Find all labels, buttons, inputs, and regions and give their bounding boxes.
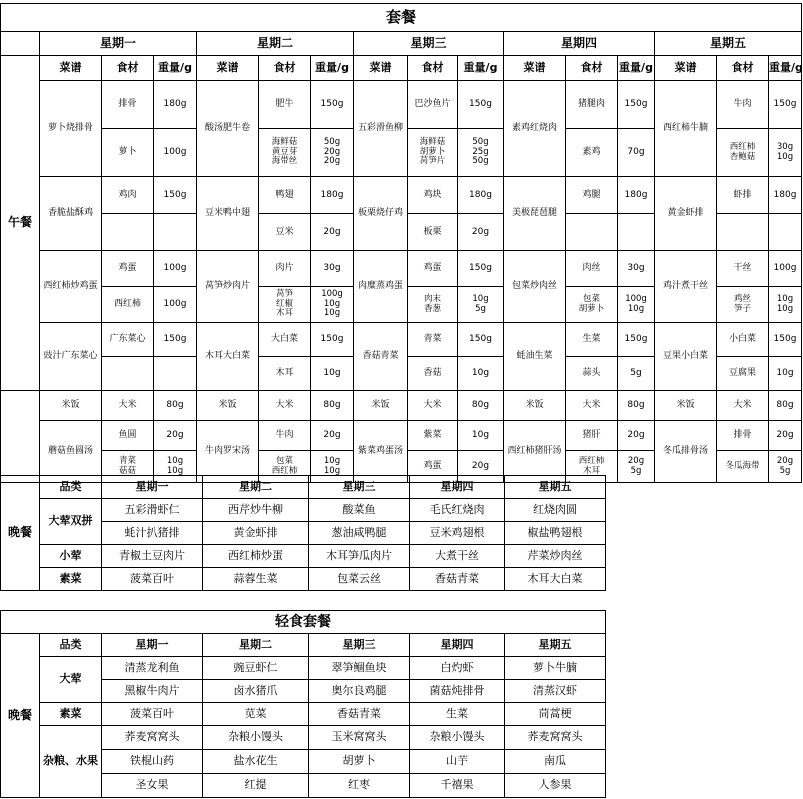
ingredient-cell: 香菇: [408, 357, 458, 391]
soup-ingredient: 紫菜: [408, 421, 458, 451]
dinner-dish: 木耳大白菜: [505, 568, 606, 591]
weight-cell: [154, 357, 197, 391]
dinner-dish: 红烧肉圆: [505, 499, 606, 522]
weight-cell: 30g: [311, 251, 354, 287]
light-dish: 清蒸汉虾: [505, 680, 606, 703]
dish-cell: 豆果小白菜: [655, 323, 717, 391]
ingredient-cell: [717, 214, 769, 251]
ingredient-cell: 豆腐果: [717, 357, 769, 391]
ingredient-cell: 鸡丝 笋子: [717, 287, 769, 323]
light-dish: 红枣: [309, 774, 410, 798]
dish-cell: 肉糜蒸鸡蛋: [354, 251, 408, 323]
light-dish: 菌菇炖排骨: [410, 680, 505, 703]
weight-cell: 10g 10g: [769, 287, 802, 323]
dinner-dish: 蚝汁扒猪排: [102, 522, 203, 545]
rice-weight: 80g: [154, 391, 197, 421]
weight-header: 重量/g: [311, 56, 354, 81]
dinner-dish: 包菜云丝: [309, 568, 410, 591]
category-cell: 杂粮、水果: [40, 726, 102, 798]
dinner-dish: 青椒土豆肉片: [102, 545, 203, 568]
dish-cell: 西红柿牛腩: [655, 81, 717, 177]
dish-cell: 蚝油生菜: [504, 323, 566, 391]
dinner-dish: 菠菜百叶: [102, 568, 203, 591]
soup-label: [1, 391, 40, 483]
soup-weight: 20g 5g: [618, 451, 655, 483]
weight-cell: 180g: [769, 177, 802, 214]
day-header-4: 星期四: [504, 32, 655, 56]
ingredient-cell: 牛肉: [717, 81, 769, 129]
light-dish: 生菜: [410, 703, 505, 726]
ingredient-cell: 西红柿 杏鲍菇: [717, 129, 769, 177]
dish-cell: 包菜炒肉丝: [504, 251, 566, 323]
set-meal-table: [0, 3, 802, 483]
dish-cell: 五彩滑鱼柳: [354, 81, 408, 177]
weight-header: 重量/g: [154, 56, 197, 81]
rice-weight: 80g: [769, 391, 802, 421]
dish-header: 菜谱: [655, 56, 717, 81]
soup-ingredient: 鸡蛋: [408, 451, 458, 483]
ingredient-header: 食材: [408, 56, 458, 81]
soup-dish: 紫菜鸡蛋汤: [354, 421, 408, 483]
ingredient-cell: 肉片: [259, 251, 311, 287]
soup-weight: 20g 5g: [769, 451, 802, 483]
day-header-1: 星期一: [102, 634, 203, 657]
soup-ingredient: 牛肉: [259, 421, 311, 451]
corner-cell: [1, 32, 40, 56]
dinner-dish: 椒盐鸭翅根: [505, 522, 606, 545]
rice-dish: 米饭: [504, 391, 566, 421]
soup-weight: 10g: [458, 421, 504, 451]
weight-header: 重量/g: [769, 56, 802, 81]
light-dish: 菠菜百叶: [102, 703, 203, 726]
dinner-dish: 酸菜鱼: [309, 499, 410, 522]
dish-cell: 豆米鸭中翅: [197, 177, 259, 251]
dinner-dish: 木耳笋瓜肉片: [309, 545, 410, 568]
day-header-1: 星期一: [40, 32, 197, 56]
light-dish: 杂粮小馒头: [203, 726, 309, 750]
dinner-table: [0, 475, 606, 591]
weight-cell: 30g 10g: [769, 129, 802, 177]
ingredient-cell: 豆米: [259, 214, 311, 251]
soup-weight: 10g 10g: [311, 451, 354, 483]
ingredient-cell: 广东菜心: [102, 323, 154, 357]
weight-cell: 50g 20g 20g: [311, 129, 354, 177]
dish-cell: 酸汤肥牛卷: [197, 81, 259, 177]
dish-cell: 木耳大白菜: [197, 323, 259, 391]
soup-weight: 20g: [154, 421, 197, 451]
ingredient-cell: 西红柿: [102, 287, 154, 323]
light-dish: 圣女果: [102, 774, 203, 798]
lunch-label: 午餐: [1, 56, 40, 391]
category-cell: 素菜: [40, 703, 102, 726]
rice-ingredient: 大米: [102, 391, 154, 421]
day-header-3: 星期三: [309, 634, 410, 657]
ingredient-cell: 生菜: [566, 323, 618, 357]
category-cell: 大荤: [40, 657, 102, 703]
weight-cell: 10g: [458, 357, 504, 391]
day-header-3: 星期三: [309, 476, 410, 499]
dinner-dish: 蒜蓉生菜: [203, 568, 309, 591]
light-dinner-label: 晚餐: [1, 634, 40, 798]
day-header-4: 星期四: [410, 476, 505, 499]
ingredient-cell: 青菜: [408, 323, 458, 357]
weight-cell: 100g: [769, 251, 802, 287]
ingredient-cell: 巴沙鱼片: [408, 81, 458, 129]
ingredient-cell: 猪腿肉: [566, 81, 618, 129]
weight-cell: 180g: [311, 177, 354, 214]
ingredient-cell: 大白菜: [259, 323, 311, 357]
light-dish: 苋菜: [203, 703, 309, 726]
soup-ingredient: 猪肝: [566, 421, 618, 451]
weight-cell: 150g: [154, 177, 197, 214]
ingredient-cell: [102, 214, 154, 251]
weight-cell: 150g: [769, 323, 802, 357]
ingredient-cell: 萝卜: [102, 129, 154, 177]
light-dish: 荞麦窝窝头: [102, 726, 203, 750]
weight-cell: 100g 10g: [618, 287, 655, 323]
weight-cell: 150g: [458, 251, 504, 287]
soup-weight: 20g: [769, 421, 802, 451]
ingredient-cell: 木耳: [259, 357, 311, 391]
dinner-label: 晚餐: [1, 476, 40, 591]
category-cell: 素菜: [40, 568, 102, 591]
light-dish: 玉米窝窝头: [309, 726, 410, 750]
ingredient-cell: 鸡蛋: [102, 251, 154, 287]
weight-cell: 20g: [311, 214, 354, 251]
ingredient-header: 食材: [102, 56, 154, 81]
light-dish: 荞麦窝窝头: [505, 726, 606, 750]
weight-header: 重量/g: [618, 56, 655, 81]
weight-cell: 100g: [154, 251, 197, 287]
weight-cell: 10g 5g: [458, 287, 504, 323]
dish-header: 菜谱: [354, 56, 408, 81]
category-header: 品类: [40, 476, 102, 499]
weight-cell: 100g: [154, 287, 197, 323]
light-dish: 奥尔良鸡腿: [309, 680, 410, 703]
weight-cell: 20g: [458, 214, 504, 251]
dish-header: 菜谱: [197, 56, 259, 81]
weight-cell: 150g: [458, 323, 504, 357]
dinner-dish: 香菇青菜: [410, 568, 505, 591]
light-dish: 铁棍山药: [102, 750, 203, 774]
soup-ingredient: 青菜 菇菇: [102, 451, 154, 483]
weight-cell: 10g: [311, 357, 354, 391]
ingredient-cell: 肉末 香葱: [408, 287, 458, 323]
ingredient-cell: 鸡肉: [102, 177, 154, 214]
ingredient-cell: [102, 357, 154, 391]
weight-cell: 70g: [618, 129, 655, 177]
soup-ingredient: 鱼圆: [102, 421, 154, 451]
rice-dish: 米饭: [354, 391, 408, 421]
light-dish: 人参果: [505, 774, 606, 798]
rice-dish: 米饭: [655, 391, 717, 421]
weight-cell: 150g: [618, 81, 655, 129]
rice-ingredient: 大米: [408, 391, 458, 421]
ingredient-cell: 海鲜菇 黄豆芽 海带丝: [259, 129, 311, 177]
light-dish: 红提: [203, 774, 309, 798]
ingredient-cell: 素鸡: [566, 129, 618, 177]
day-header-3: 星期三: [354, 32, 504, 56]
dinner-dish: 芹菜炒肉丝: [505, 545, 606, 568]
soup-weight: 20g: [458, 451, 504, 483]
light-dish: 茼蒿梗: [505, 703, 606, 726]
dish-cell: 鸡汁煮干丝: [655, 251, 717, 323]
ingredient-cell: 海鲜菇 胡萝卜 莴笋片: [408, 129, 458, 177]
dinner-dish: 毛氏红烧肉: [410, 499, 505, 522]
weight-cell: 150g: [154, 323, 197, 357]
weight-cell: 50g 25g 50g: [458, 129, 504, 177]
soup-weight: 20g: [311, 421, 354, 451]
light-dish: 豌豆虾仁: [203, 657, 309, 680]
ingredient-header: 食材: [259, 56, 311, 81]
soup-dish: 蘑菇鱼圆汤: [40, 421, 102, 483]
weight-header: 重量/g: [458, 56, 504, 81]
dish-cell: 板栗烧仔鸡: [354, 177, 408, 251]
ingredient-cell: 莴笋 红椒 木耳: [259, 287, 311, 323]
day-header-5: 星期五: [505, 476, 606, 499]
dish-cell: 香菇青菜: [354, 323, 408, 391]
rice-weight: 80g: [458, 391, 504, 421]
soup-ingredient: 包菜 西红柿: [259, 451, 311, 483]
day-header-2: 星期二: [203, 476, 309, 499]
dinner-dish: 西红柿炒蛋: [203, 545, 309, 568]
ingredient-cell: 肉丝: [566, 251, 618, 287]
day-header-2: 星期二: [197, 32, 354, 56]
soup-dish: 牛肉罗宋汤: [197, 421, 259, 483]
dish-cell: 香脆盐酥鸡: [40, 177, 102, 251]
weight-cell: 150g: [769, 81, 802, 129]
dinner-dish: 西芹炒牛柳: [203, 499, 309, 522]
light-dish: 翠笋鲴鱼块: [309, 657, 410, 680]
dish-header: 菜谱: [504, 56, 566, 81]
day-header-2: 星期二: [203, 634, 309, 657]
dish-cell: 素鸡红烧肉: [504, 81, 566, 177]
light-dish: 黑椒牛肉片: [102, 680, 203, 703]
dish-cell: 豉汁广东菜心: [40, 323, 102, 391]
ingredient-cell: 蒜头: [566, 357, 618, 391]
weight-cell: 180g: [618, 177, 655, 214]
dinner-dish: 大煮干丝: [410, 545, 505, 568]
ingredient-cell: 板栗: [408, 214, 458, 251]
page-title: 套餐: [1, 4, 802, 32]
rice-ingredient: 大米: [566, 391, 618, 421]
soup-dish: 冬瓜排骨汤: [655, 421, 717, 483]
ingredient-cell: 小白菜: [717, 323, 769, 357]
weight-cell: [154, 214, 197, 251]
ingredient-cell: 肥牛: [259, 81, 311, 129]
category-cell: 大荤双拼: [40, 499, 102, 545]
weight-cell: 150g: [618, 323, 655, 357]
ingredient-cell: 虾排: [717, 177, 769, 214]
light-dish: 卤水猪爪: [203, 680, 309, 703]
weight-cell: [618, 214, 655, 251]
light-meal-table: [0, 610, 606, 798]
category-header: 品类: [40, 634, 102, 657]
light-dish: 南瓜: [505, 750, 606, 774]
weight-cell: 150g: [311, 81, 354, 129]
rice-dish: 米饭: [40, 391, 102, 421]
weight-cell: 30g: [618, 251, 655, 287]
day-header-5: 星期五: [505, 634, 606, 657]
ingredient-cell: 干丝: [717, 251, 769, 287]
rice-ingredient: 大米: [259, 391, 311, 421]
weight-cell: 150g: [458, 81, 504, 129]
dinner-dish: 豆米鸡翅根: [410, 522, 505, 545]
rice-dish: 米饭: [197, 391, 259, 421]
rice-ingredient: 大米: [717, 391, 769, 421]
dish-cell: 莴笋炒肉片: [197, 251, 259, 323]
weight-cell: 10g: [769, 357, 802, 391]
soup-ingredient: 冬瓜海带: [717, 451, 769, 483]
dinner-dish: 黄金虾排: [203, 522, 309, 545]
ingredient-header: 食材: [717, 56, 769, 81]
dish-cell: 西红柿炒鸡蛋: [40, 251, 102, 323]
soup-ingredient: 排骨: [717, 421, 769, 451]
dish-cell: 萝卜烧排骨: [40, 81, 102, 177]
rice-weight: 80g: [311, 391, 354, 421]
soup-weight: 10g 10g: [154, 451, 197, 483]
weight-cell: 100g: [154, 129, 197, 177]
ingredient-cell: 鸡腿: [566, 177, 618, 214]
ingredient-cell: [566, 214, 618, 251]
light-dish: 杂粮小馒头: [410, 726, 505, 750]
soup-weight: 20g: [618, 421, 655, 451]
dish-header: 菜谱: [40, 56, 102, 81]
weight-cell: 100g 10g 10g: [311, 287, 354, 323]
weight-cell: 150g: [311, 323, 354, 357]
light-dish: 清蒸龙利鱼: [102, 657, 203, 680]
dish-cell: 美极琵琶腿: [504, 177, 566, 251]
rice-weight: 80g: [618, 391, 655, 421]
category-cell: 小荤: [40, 545, 102, 568]
ingredient-header: 食材: [566, 56, 618, 81]
weight-cell: 180g: [458, 177, 504, 214]
dinner-dish: 葱油咸鸭腿: [309, 522, 410, 545]
light-dish: 香菇青菜: [309, 703, 410, 726]
weight-cell: 5g: [618, 357, 655, 391]
day-header-1: 星期一: [102, 476, 203, 499]
ingredient-cell: 鸡蛋: [408, 251, 458, 287]
light-dish: 千禧果: [410, 774, 505, 798]
light-dish: 胡萝卜: [309, 750, 410, 774]
light-dish: 山芋: [410, 750, 505, 774]
light-meal-title: 轻食套餐: [1, 611, 606, 634]
light-dish: 盐水花生: [203, 750, 309, 774]
ingredient-cell: 排骨: [102, 81, 154, 129]
ingredient-cell: 包菜 胡萝卜: [566, 287, 618, 323]
dish-cell: 黄金虾排: [655, 177, 717, 251]
dinner-dish: 五彩滑虾仁: [102, 499, 203, 522]
ingredient-cell: 鸭翅: [259, 177, 311, 214]
day-header-4: 星期四: [410, 634, 505, 657]
light-dish: 萝卜牛腩: [505, 657, 606, 680]
soup-dish: 西红柿猪肝汤: [504, 421, 566, 483]
soup-ingredient: 西红柿 木耳: [566, 451, 618, 483]
day-header-5: 星期五: [655, 32, 802, 56]
weight-cell: [769, 214, 802, 251]
ingredient-cell: 鸡块: [408, 177, 458, 214]
light-dish: 白灼虾: [410, 657, 505, 680]
weight-cell: 180g: [154, 81, 197, 129]
